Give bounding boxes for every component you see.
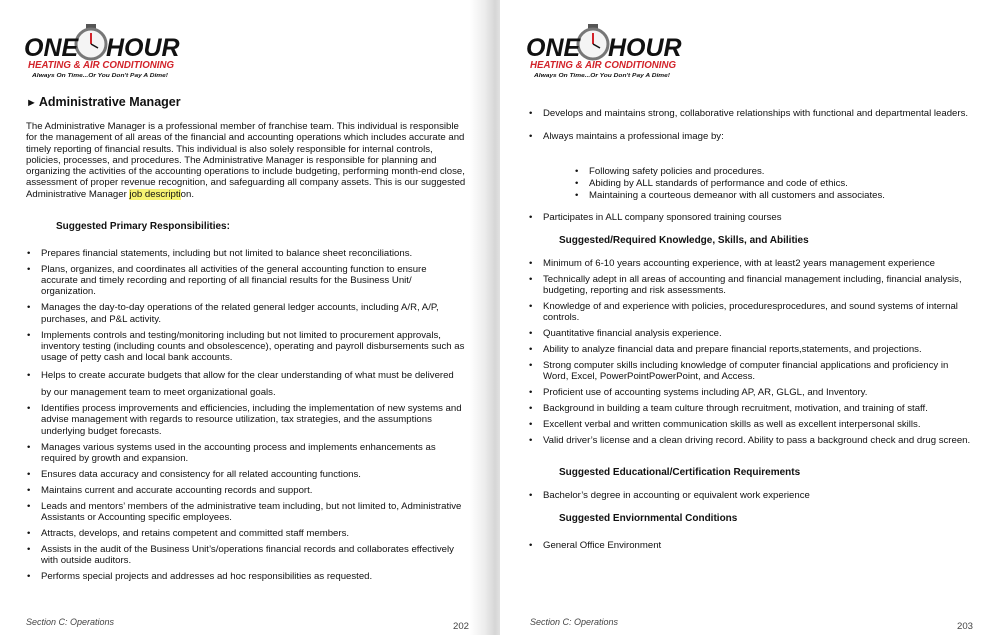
list-item: • Quantitative financial analysis experience. [528,328,975,339]
intro-paragraph [26,121,466,200]
list-item: • Helps to create accurate budgets that allow for the clear understanding of what must be delivered by our management team to meet organizational goals. [26,368,466,401]
list-item: • Manages the day-to-day operations of the related general ledger accounts, including A/R, A/P, purchases, and P&L activity. [26,302,466,325]
list-item: • Bachelor’s degree in accounting or equivalent work experience [528,490,973,501]
logo-tagline: Always On Time...Or You Don't Pay A Dime! [532,73,671,79]
title-arrow-icon: ► [26,97,37,109]
list-item: • Knowledge of and experience with policies, proceduresprocedures, and sound systems of internal controls. [528,301,975,324]
list-item: • Develops and maintains strong, collaborative relationships with functional and departmental leaders. [528,108,973,119]
right-page [500,0,1002,635]
education-list [528,490,973,506]
professional-image-sublist [575,166,975,202]
list-item: • Following safety policies and procedures. [575,166,975,177]
list-item: • Plans, organizes, and coordinates all activities of the general accounting function to ensure accurate and timely recording and reporting of all financial results for the Business Unit/ organization. [26,264,466,298]
logo-word-hour: HOUR [106,34,180,62]
intro-text-end: on. [180,188,194,200]
footer-section: Section C: Operations [26,617,115,627]
page-title-text: Administrative Manager [38,95,181,109]
list-item: • Leads and mentors’ members of the administrative team including, but not limited to, Administrative Assistants or Accounting specific employees. [26,501,466,524]
one-hour-logo [24,24,184,80]
list-item: • Assists in the audit of the Business Unit’s/operations financial records and collaborates effectively with outside auditors. [26,544,466,567]
list-item: • Performs special projects and addresses ad hoc responsibilities as requested. [26,571,466,582]
list-item: • Maintains current and accurate accounting records and support. [26,485,466,496]
training-list [528,212,973,228]
intro-text: The Administrative Manager is a professional member of franchise team. This individual is responsible for the management of all areas of the financial and accounting operations which includes accurate and timely reporting of financial results. This individual is also solely responsible for internal controls, policies, processes, and procedures. The Administrative Manager is responsible for planning and organizing the activities of the accounting operations to include budgeting, performing month-end close, assessment of proper revenue recognition, and safeguarding all company assets. This is our suggested Administrative Manager [26,121,466,200]
knowledge-list [528,258,975,451]
list-item: • Abiding by ALL standards of performance and code of ethics. [575,178,975,189]
logo-subtitle: HEATING & AIR CONDITIONING [28,60,175,71]
list-item: • Always maintains a professional image by: [528,131,973,142]
list-item: • Manages various systems used in the accounting process and implements enhancements as required by growth and expansion. [26,442,466,465]
responsibilities-heading: Suggested Primary Responsibilities: [56,221,230,232]
footer-section: Section C: Operations [530,617,619,627]
list-item: • Strong computer skills including knowledge of computer financial applications and proficiency in Word, Excel, PowerPointPowerPoint, and Access. [528,360,975,383]
list-item: • Ensures data accuracy and consistency for all related accounting functions. [26,469,466,480]
list-item: • Identifies process improvements and efficiencies, including the implementation of new systems and advise management with regards to resource utilization, tax strategies, and the assumptions underlying budget forecasts. [26,403,466,437]
list-item: • Technically adept in all areas of accounting and financial management including, financial analysis, budgeting, reporting and risk assessments. [528,274,975,297]
list-item: • Valid driver’s license and a clean driving record. Ability to pass a background check and drug screen. [528,435,975,446]
logo-subtitle: HEATING & AIR CONDITIONING [530,60,677,71]
environment-heading: Suggested Enviornmental Conditions [559,513,738,524]
list-item: • Prepares financial statements, including but not limited to balance sheet reconciliations. [26,248,466,259]
environment-list [528,540,973,556]
list-item: • Attracts, develops, and retains competent and committed staff members. [26,528,466,539]
page-title [26,95,181,109]
list-item: • Implements controls and testing/monitoring including but not limited to procurement approvals, inventory testing (including counts and obsolescence), operating and payroll disbursements such as usage of petty cash and local bank accounts. [26,330,466,364]
one-hour-logo [526,24,686,80]
list-item: • Minimum of 6-10 years accounting experience, with at least2 years management experience [528,258,975,269]
stopwatch-icon [76,24,106,59]
knowledge-heading: Suggested/Required Knowledge, Skills, and Abilities [559,235,809,246]
logo-word-hour: HOUR [608,34,682,62]
list-item: • Maintaining a courteous demeanor with all customers and associates. [575,190,975,201]
list-item: • Proficient use of accounting systems including AP, AR, GLGL, and Inventory. [528,387,975,398]
list-item: • Ability to analyze financial data and prepare financial reports,statements, and projections. [528,344,975,355]
page-number: 202 [453,621,470,632]
duties-list-top [528,108,973,147]
list-item: • Background in building a team culture through recruitment, motivation, and training of staff. [528,403,975,414]
search-highlight: job descripti [129,188,181,200]
responsibilities-list [26,248,466,587]
logo-tagline: Always On Time...Or You Don't Pay A Dime! [30,73,169,79]
list-item: • General Office Environment [528,540,973,551]
list-item: • Participates in ALL company sponsored training courses [528,212,973,223]
logo-word-one: ONE [24,34,79,62]
list-item: • Excellent verbal and written communication skills as well as excellent interpersonal skills. [528,419,975,430]
left-page [0,0,486,635]
page-number: 203 [957,621,974,632]
logo-word-one: ONE [526,34,581,62]
stopwatch-icon [578,24,608,59]
education-heading: Suggested Educational/Certification Requirements [559,467,801,478]
